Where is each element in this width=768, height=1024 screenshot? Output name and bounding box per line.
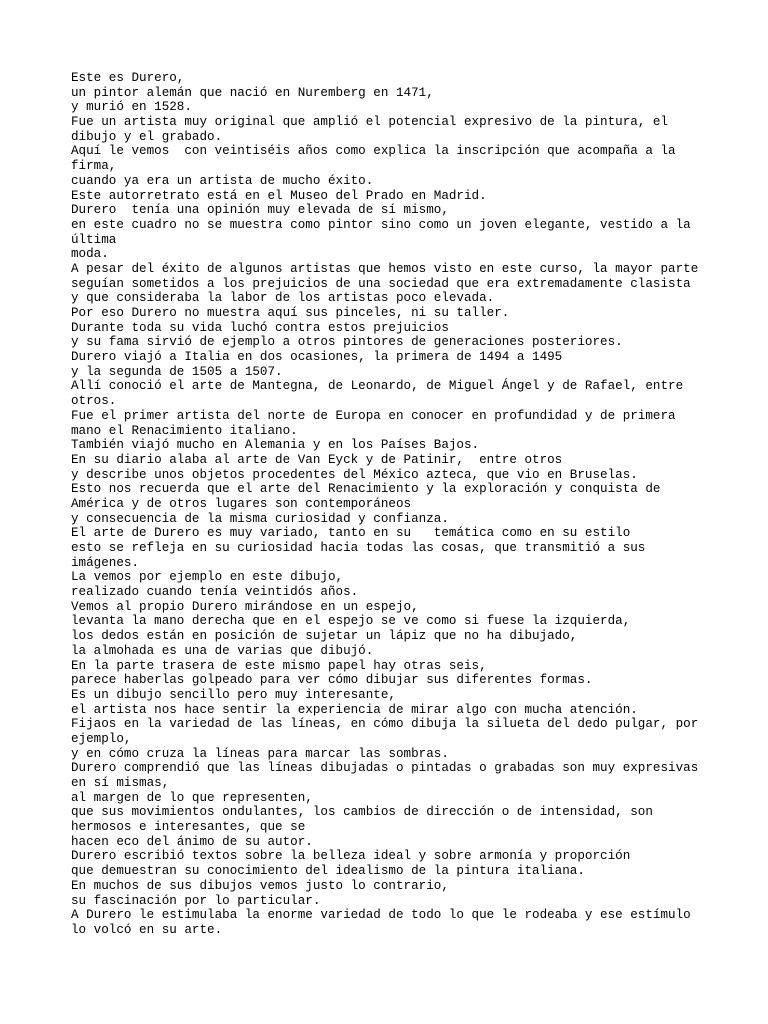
text-line: otros. [71, 394, 117, 409]
text-line: y que consideraba la labor de los artistas poco elevada. [71, 291, 495, 306]
text-line: dibujo y el grabado. [71, 129, 223, 144]
text-line: al margen de lo que representen, [71, 790, 313, 805]
text-line: El arte de Durero es muy variado, tanto en su temática como en su estilo [71, 526, 631, 541]
text-line: y en cómo cruza la líneas para marcar las sombras. [71, 746, 449, 761]
text-line: Allí conoció el arte de Mantegna, de Leonardo, de Miguel Ángel y de Rafael, entre [71, 379, 684, 394]
text-line: También viajó mucho en Alemania y en los Países Bajos. [71, 438, 480, 453]
document-page [71, 71, 711, 938]
text-line: la almohada es una de varias que dibujó. [71, 643, 374, 658]
text-line: América y de otros lugares son contemporáneos [71, 496, 412, 511]
text-line: en sí mismas, [71, 776, 170, 790]
text-line: A pesar del éxito de algunos artistas que hemos visto en este curso, la mayor parte [71, 261, 699, 276]
text-line: lo volcó en su arte. [71, 922, 223, 937]
text-line: y describe unos objetos procedentes del México azteca, que vio en Bruselas. [71, 467, 638, 482]
text-line: moda. [71, 247, 109, 262]
text-line: Durero comprendió que las líneas dibujadas o pintadas o grabadas son muy expresivas [71, 761, 699, 776]
text-line: un pintor alemán que nació en Nuremberg en 1471, [71, 85, 434, 100]
text-line: Este es Durero, [71, 71, 185, 85]
text-line: La vemos por ejemplo en este dibujo, [71, 570, 344, 585]
text-line: parece haberlas golpeado para ver cómo dibujar sus diferentes formas. [71, 673, 593, 688]
text-line: y consecuencia de la misma curiosidad y confianza. [71, 511, 449, 526]
text-line: y la segunda de 1505 a 1507. [71, 364, 283, 379]
text-line: el artista nos hace sentir la experiencia de mirar algo con mucha atención. [71, 702, 638, 717]
text-line: que demuestran su conocimiento del idealismo de la pintura italiana. [71, 864, 585, 879]
text-line: ejemplo, [71, 731, 132, 746]
text-line: mano el Renacimiento italiano. [71, 423, 298, 438]
text-line: los dedos están en posición de sujetar un lápiz que no ha dibujado, [71, 629, 578, 644]
text-line: Fijaos en la variedad de las líneas, en cómo dibuja la silueta del dedo pulgar, por [71, 717, 699, 732]
text-line: hacen eco del ánimo de su autor. [71, 834, 313, 849]
text-line: levanta la mano derecha que en el espejo se ve como si fuese la izquierda, [71, 614, 631, 629]
text-line: En su diario alaba al arte de Van Eyck y de Patinir, entre otros [71, 452, 563, 467]
text-line: que sus movimientos ondulantes, los cambios de dirección o de intensidad, son [71, 805, 653, 820]
text-line: hermosos e interesantes, que se [71, 820, 306, 835]
text-line: en este cuadro no se muestra como pintor sino como un joven elegante, vestido a la [71, 217, 691, 232]
text-line: Durero viajó a Italia en dos ocasiones, la primera de 1494 a 1495 [71, 350, 563, 365]
text-line: En muchos de sus dibujos vemos justo lo contrario, [71, 878, 449, 893]
text-line: Por eso Durero no muestra aquí sus pinceles, ni su taller. [71, 306, 510, 320]
text-line: Fue un artista muy original que amplió el potencial expresivo de la pintura, el [71, 115, 669, 130]
text-line: Este autorretrato está en el Museo del Prado en Madrid. [71, 188, 487, 203]
text-line: En la parte trasera de este mismo papel hay otras seis, [71, 658, 487, 673]
text-line: Aquí le vemos con veintiséis años como explica la inscripción que acompaña a la [71, 144, 676, 159]
text-line: cuando ya era un artista de mucho éxito. [71, 173, 374, 188]
text-line: esto se refleja en su curiosidad hacia todas las cosas, que transmitió a sus [71, 541, 646, 555]
text-line: A Durero le estimulaba la enorme variedad de todo lo que le rodeaba y ese estímulo [71, 908, 691, 923]
text-line: Es un dibujo sencillo pero muy interesante, [71, 687, 396, 702]
text-line: Durero escribió textos sobre la belleza ideal y sobre armonía y proporción [71, 849, 631, 864]
text-line: Durante toda su vida luchó contra estos prejuicios [71, 320, 449, 335]
text-line: seguían sometidos a los prejuicios de una sociedad que era extremadamente clasista [71, 276, 691, 291]
text-line: su fascinación por lo particular. [71, 893, 321, 908]
text-line: última [71, 232, 117, 247]
text-line: Esto nos recuerda que el arte del Renacimiento y la exploración y conquista de [71, 482, 661, 497]
text-line: Fue el primer artista del norte de Europa en conocer en profundidad y de primera [71, 408, 676, 423]
text-line: realizado cuando tenía veintidós años. [71, 585, 359, 600]
text-line: y su fama sirvió de ejemplo a otros pintores de generaciones posteriores. [71, 335, 623, 350]
text-line: Durero tenía una opinión muy elevada de sí mismo, [71, 203, 449, 218]
text-line: y murió en 1528. [71, 100, 192, 115]
text-line: Vemos al propio Durero mirándose en un espejo, [71, 599, 419, 614]
text-line: imágenes. [71, 555, 140, 570]
text-line: firma, [71, 159, 117, 174]
